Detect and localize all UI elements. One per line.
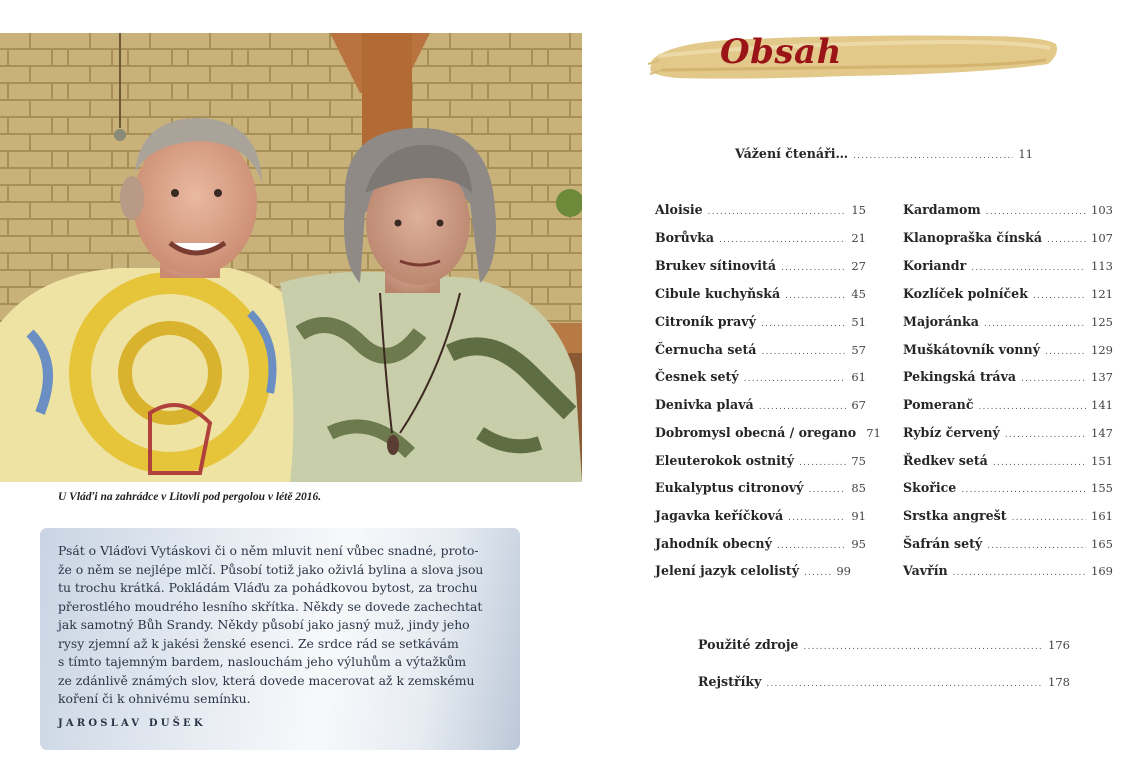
toc-entry-page: 125 — [1091, 315, 1113, 329]
toc-leader-dots — [1033, 291, 1086, 301]
toc-entry[interactable] — [903, 480, 1113, 498]
toc-entry-page: 103 — [1091, 203, 1113, 217]
toc-entry-label: Aloisie — [655, 202, 703, 217]
toc-entry[interactable] — [655, 286, 866, 304]
toc-entry-label: Eukalyptus citronový — [655, 480, 804, 495]
toc-entry-page: 11 — [1018, 147, 1033, 161]
toc-leader-dots — [777, 541, 846, 551]
toc-entry[interactable] — [655, 230, 866, 248]
toc-entry-page: 45 — [851, 287, 866, 301]
toc-leader-dots — [785, 291, 846, 301]
toc-leader-dots — [788, 513, 846, 523]
toc-leader-dots — [803, 642, 1043, 652]
toc-entry-label: Vážení čtenáři… — [735, 146, 849, 161]
toc-entry[interactable] — [655, 563, 851, 581]
toc-entry[interactable] — [655, 202, 866, 220]
toc-entry-page: 169 — [1091, 564, 1113, 578]
toc-entry[interactable] — [655, 314, 866, 332]
toc-entry-label: Eleuterokok ostnitý — [655, 453, 795, 468]
toc-entry[interactable] — [903, 453, 1113, 471]
toc-entry-label: Majoránka — [903, 314, 979, 329]
toc-entry-page: 99 — [836, 564, 851, 578]
toc-entry[interactable] — [903, 536, 1113, 554]
toc-leader-dots — [971, 263, 1086, 273]
toc-entry-page: 71 — [866, 426, 881, 440]
toc-entry-label: Ředkev setá — [903, 453, 988, 468]
toc-entry[interactable] — [903, 286, 1113, 304]
toc-entry-page: 75 — [851, 454, 866, 468]
toc-leader-dots — [853, 151, 1013, 161]
toc-entry-page: 137 — [1091, 370, 1113, 384]
toc-entry-label: Použité zdroje — [698, 637, 799, 652]
toc-entry[interactable] — [903, 563, 1113, 581]
toc-entry[interactable] — [655, 342, 866, 360]
toc-leader-dots — [1021, 374, 1086, 384]
toc-entry-label: Vavřín — [903, 563, 948, 578]
toc-leader-dots — [781, 263, 846, 273]
toc-leader-dots — [986, 207, 1086, 217]
toc-entry[interactable] — [655, 425, 881, 443]
toc-entry-page: 178 — [1048, 675, 1070, 689]
toc-entry-page: 95 — [851, 537, 866, 551]
quote-box — [40, 528, 520, 750]
toc-leader-dots — [719, 235, 846, 245]
toc-entry-label: Koriandr — [903, 258, 967, 273]
toc-title: Obsah — [720, 32, 842, 72]
toc-leader-dots — [1012, 513, 1086, 523]
toc-entry-label: Muškátovník vonný — [903, 342, 1041, 357]
quote-line: přerostlého moudrého lesního skřítka. Někdy se dovede zachechtat — [58, 598, 483, 614]
toc-entry-sources[interactable] — [698, 637, 1070, 655]
toc-entry-label: Rybíz červený — [903, 425, 1000, 440]
quote-line: jak samotný Bůh Srandy. Někdy působí jako jasný muž, jindy jeho — [58, 617, 470, 632]
toc-entry-page: 151 — [1091, 454, 1113, 468]
toc-entry-label: Skořice — [903, 480, 957, 495]
toc-entry-label: Jagavka keříčková — [655, 508, 784, 523]
title-banner — [648, 30, 1060, 86]
toc-entry-page: 107 — [1091, 231, 1113, 245]
toc-leader-dots — [744, 374, 847, 384]
toc-entry-label: Pekingská tráva — [903, 369, 1017, 384]
quote-line: Psát o Vláďovi Vytáskovi či o něm mluvit není vůbec snadné, proto- — [58, 543, 479, 558]
quote-text — [58, 542, 500, 709]
toc-entry-page: 27 — [851, 259, 866, 273]
toc-leader-dots — [708, 207, 847, 217]
toc-entry-page: 15 — [851, 203, 866, 217]
toc-entry-label: Dobromysl obecná / oregano — [655, 425, 857, 440]
toc-leader-dots — [761, 347, 846, 357]
toc-entry-page: 165 — [1091, 537, 1113, 551]
toc-entry-page: 121 — [1091, 287, 1113, 301]
quote-line: ze zdánlivě známých slov, která dovede macerovat až k zemskému — [58, 672, 475, 688]
toc-entry[interactable] — [903, 314, 1113, 332]
toc-entry-label: Jahodník obecný — [655, 536, 772, 551]
toc-entry-page: 155 — [1091, 481, 1113, 495]
toc-entry[interactable] — [903, 425, 1113, 443]
quote-line: koření či k ohnivému semínku. — [58, 691, 251, 706]
toc-entry-label: Česnek setý — [655, 369, 739, 384]
toc-entry-label: Citroník pravý — [655, 314, 756, 329]
toc-entry-label: Klanopraška čínská — [903, 230, 1042, 245]
toc-entry[interactable] — [655, 397, 866, 415]
toc-leader-dots — [809, 485, 847, 495]
toc-entry-label: Černucha setá — [655, 342, 757, 357]
toc-entry-page: 85 — [851, 481, 866, 495]
toc-entry-label: Pomeranč — [903, 397, 974, 412]
toc-leader-dots — [766, 679, 1043, 689]
toc-entry-page: 61 — [851, 370, 866, 384]
toc-entry[interactable] — [903, 397, 1113, 415]
toc-entry[interactable] — [903, 258, 1113, 276]
toc-entry[interactable] — [903, 342, 1113, 360]
toc-entry-label: Borůvka — [655, 230, 715, 245]
toc-entry[interactable] — [655, 453, 866, 471]
photo-caption: U Vláďi na zahrádce v Litovli pod pergolou v létě 2016. — [58, 491, 322, 503]
toc-entry-intro[interactable] — [735, 146, 1033, 164]
toc-entry[interactable] — [655, 536, 866, 554]
quote-line: že o něm se nejlépe mlčí. Působí totiž jako oživlá bylina a slova jsou — [58, 561, 484, 577]
toc-entry-page: 147 — [1091, 426, 1113, 440]
toc-entry[interactable] — [903, 230, 1113, 248]
toc-entry-page: 57 — [851, 343, 866, 357]
toc-entry[interactable] — [655, 258, 866, 276]
toc-entry-page: 91 — [851, 509, 866, 523]
toc-entry[interactable] — [903, 202, 1113, 220]
toc-leader-dots — [987, 541, 1086, 551]
toc-entry-label: Jelení jazyk celolistý — [655, 563, 800, 578]
toc-entry-index[interactable] — [698, 674, 1070, 692]
toc-leader-dots — [799, 458, 846, 468]
toc-leader-dots — [979, 402, 1087, 412]
toc-entry-label: Rejstříky — [698, 674, 762, 689]
toc-leader-dots — [761, 319, 846, 329]
toc-entry-page: 67 — [851, 398, 866, 412]
toc-entry-label: Denivka plavá — [655, 397, 754, 412]
toc-leader-dots — [804, 568, 831, 578]
toc-entry-label: Kozlíček polníček — [903, 286, 1028, 301]
toc-entry-page: 113 — [1091, 259, 1113, 273]
toc-entry-page: 176 — [1048, 638, 1070, 652]
toc-leader-dots — [984, 319, 1086, 329]
photo-two-men — [0, 33, 582, 482]
toc-leader-dots — [1005, 430, 1086, 440]
toc-leader-dots — [993, 458, 1086, 468]
toc-entry[interactable] — [903, 508, 1113, 526]
toc-entry-page: 129 — [1091, 343, 1113, 357]
toc-entry-page: 21 — [851, 231, 866, 245]
toc-leader-dots — [961, 485, 1086, 495]
toc-entry-page: 141 — [1091, 398, 1113, 412]
toc-entry[interactable] — [903, 369, 1113, 387]
toc-entry-label: Cibule kuchyňská — [655, 286, 781, 301]
toc-entry[interactable] — [655, 480, 866, 498]
toc-entry[interactable] — [655, 369, 866, 387]
toc-entry-label: Šafrán setý — [903, 536, 983, 551]
quote-line: s tímto tajemným bardem, naslouchám jeho výluhům a výtažkům — [58, 654, 467, 669]
quote-line: rysy zjemní až k jakési ženské esenci. Ze srdce rád se setkávám — [58, 635, 459, 651]
toc-entry[interactable] — [655, 508, 866, 526]
toc-entry-label: Srstka angrešt — [903, 508, 1007, 523]
toc-entry-label: Brukev sítinovitá — [655, 258, 776, 273]
quote-line: tu trochu krátká. Pokládám Vláďu za pohádkovou bytost, za trochu — [58, 580, 478, 595]
toc-leader-dots — [1045, 347, 1086, 357]
toc-leader-dots — [953, 568, 1086, 578]
toc-entry-label: Kardamom — [903, 202, 981, 217]
toc-entry-page: 161 — [1091, 509, 1113, 523]
quote-author: JAROSLAV DUŠEK — [58, 717, 206, 729]
gold-brush-stroke-icon — [648, 30, 1060, 86]
toc-leader-dots — [759, 402, 847, 412]
toc-leader-dots — [1047, 235, 1086, 245]
toc-entry-page: 51 — [851, 315, 866, 329]
